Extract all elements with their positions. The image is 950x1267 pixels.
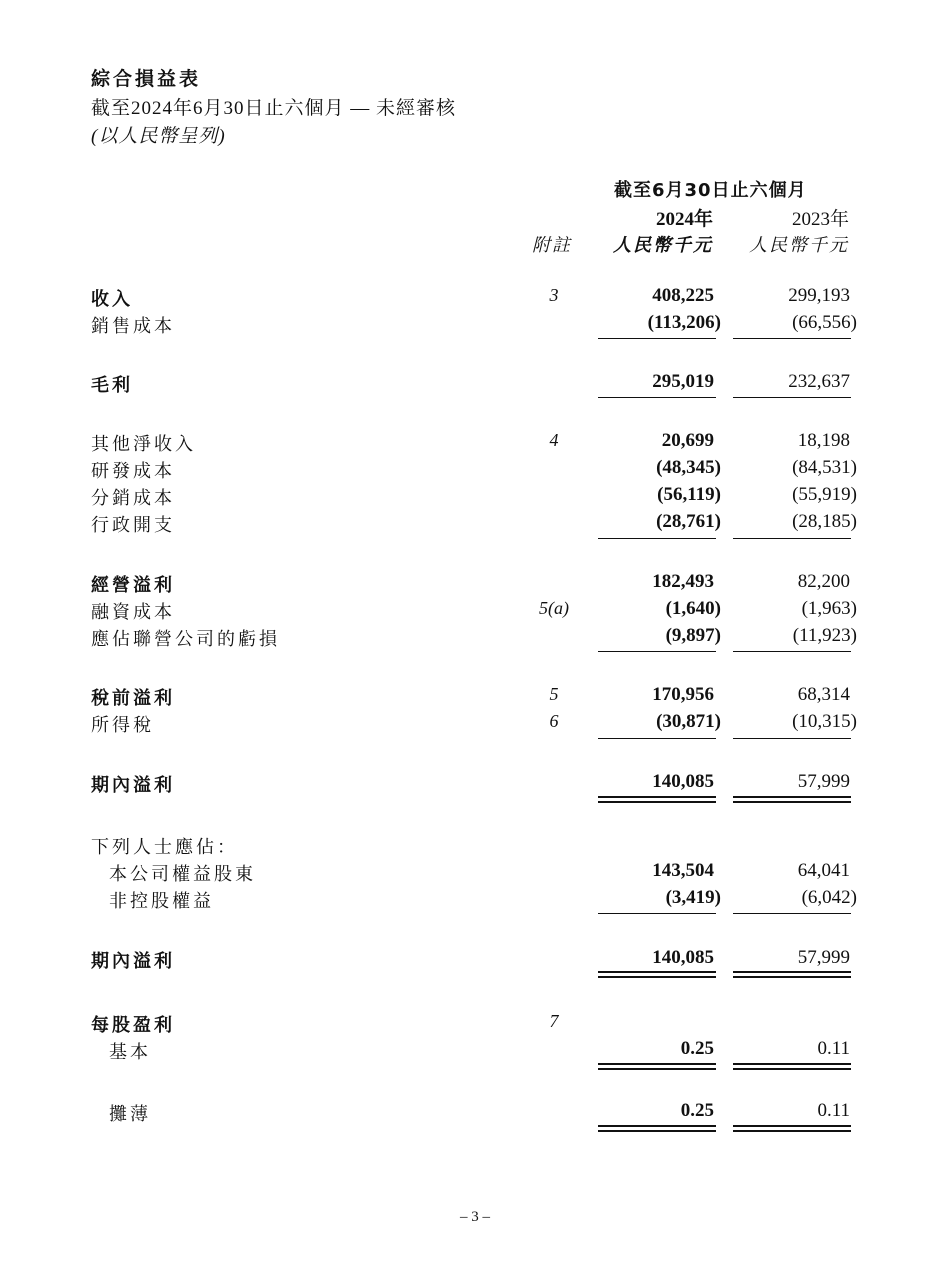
row-label: 應佔聯營公司的虧損: [91, 629, 280, 650]
row-label: 每股盈利: [91, 1015, 175, 1036]
column-header-year-2024: 2024年: [655, 209, 713, 230]
currency-note: (以人民幣呈列): [91, 126, 226, 147]
row-value-2023: 57,999: [797, 771, 850, 792]
row-value-2024: (9,897): [665, 625, 721, 646]
row-label: 所得稅: [91, 715, 154, 736]
column-header-note: 附註: [532, 235, 572, 255]
table-row: [0, 833, 950, 860]
row-value-2024: (1,640): [665, 598, 721, 619]
row-value-2024: 140,085: [652, 771, 714, 792]
table-row: [0, 285, 950, 312]
row-value-2023: (28,185): [792, 511, 857, 532]
row-value-2023: (11,923): [792, 625, 857, 646]
row-label: 分銷成本: [91, 488, 175, 509]
row-note: 5(a): [539, 598, 569, 618]
row-value-2023: (1,963): [801, 598, 857, 619]
table-row: [0, 457, 950, 484]
subtotal-rule: [733, 397, 851, 398]
table-row: [0, 511, 950, 538]
table-row: [0, 711, 950, 738]
row-note: 5: [549, 684, 559, 704]
row-note: 6: [549, 711, 559, 731]
row-value-2024: (113,206): [647, 312, 721, 333]
row-note: 3: [549, 285, 559, 305]
total-double-rule: [733, 1063, 851, 1070]
subtotal-rule: [598, 913, 716, 914]
row-label: 期內溢利: [91, 775, 175, 796]
row-value-2024: (28,761): [656, 511, 721, 532]
row-value-2023: 0.11: [817, 1038, 850, 1059]
row-label: 研發成本: [91, 461, 175, 482]
row-label: 稅前溢利: [91, 688, 175, 709]
table-row: [0, 947, 950, 974]
table-row: [0, 1100, 950, 1127]
total-double-rule: [733, 971, 851, 978]
subtotal-rule: [598, 651, 716, 652]
row-value-2023: (10,315): [792, 711, 857, 732]
row-value-2023: (66,556): [792, 312, 857, 333]
table-row: [0, 860, 950, 887]
total-double-rule: [733, 1125, 851, 1132]
table-row: [0, 312, 950, 339]
row-value-2023: 64,041: [797, 860, 850, 881]
table-row: [0, 571, 950, 598]
table-row: [0, 684, 950, 711]
column-header-period: 截至6月30日止六個月: [614, 180, 807, 201]
row-label: 本公司權益股東: [109, 864, 256, 885]
total-double-rule: [598, 796, 716, 803]
row-label: 其他淨收入: [91, 434, 196, 455]
table-row: [0, 484, 950, 511]
row-label: 基本: [109, 1042, 151, 1063]
table-row: [0, 625, 950, 652]
row-label: 經營溢利: [91, 575, 175, 596]
subtotal-rule: [598, 538, 716, 539]
row-label: 攤薄: [109, 1104, 151, 1125]
row-value-2024: (56,119): [657, 484, 721, 505]
column-header-unit-2023: 人民幣千元: [749, 235, 849, 255]
statement-title: 綜合損益表: [91, 68, 202, 90]
table-row: [0, 887, 950, 914]
row-note: 7: [549, 1011, 559, 1031]
subtotal-rule: [733, 738, 851, 739]
subtotal-rule: [598, 338, 716, 339]
table-row: [0, 598, 950, 625]
row-value-2024: 0.25: [680, 1100, 714, 1121]
row-value-2023: 68,314: [797, 684, 850, 705]
row-value-2023: (84,531): [792, 457, 857, 478]
total-double-rule: [733, 796, 851, 803]
statement-subtitle: 截至2024年6月30日止六個月 — 未經審核: [91, 98, 457, 119]
table-row: [0, 430, 950, 457]
row-value-2023: 57,999: [797, 947, 850, 968]
row-value-2024: 295,019: [652, 371, 714, 392]
row-value-2023: 0.11: [817, 1100, 850, 1121]
total-double-rule: [598, 1063, 716, 1070]
row-value-2023: 299,193: [788, 285, 850, 306]
table-row: [0, 1011, 950, 1038]
row-label: 毛利: [91, 375, 133, 396]
row-value-2024: 20,699: [661, 430, 714, 451]
row-label: 銷售成本: [91, 316, 175, 337]
row-value-2024: 140,085: [652, 947, 714, 968]
row-note: 4: [549, 430, 559, 450]
row-value-2023: 18,198: [797, 430, 850, 451]
row-value-2024: (48,345): [656, 457, 721, 478]
subtotal-rule: [598, 397, 716, 398]
row-label: 收入: [91, 289, 133, 310]
total-double-rule: [598, 1125, 716, 1132]
row-value-2024: 143,504: [652, 860, 714, 881]
section-heading: 下列人士應佔：: [91, 837, 238, 858]
row-label: 非控股權益: [109, 891, 214, 912]
row-value-2023: 232,637: [788, 371, 850, 392]
table-row: [0, 1038, 950, 1065]
column-header-year-2023: 2023年: [791, 209, 849, 230]
row-value-2024: 182,493: [652, 571, 714, 592]
subtotal-rule: [733, 338, 851, 339]
row-value-2024: 0.25: [680, 1038, 714, 1059]
subtotal-rule: [733, 913, 851, 914]
row-value-2024: 408,225: [652, 285, 714, 306]
table-row: [0, 771, 950, 798]
row-value-2023: (6,042): [801, 887, 857, 908]
subtotal-rule: [733, 651, 851, 652]
column-header-unit-2024: 人民幣千元: [613, 235, 713, 255]
row-label: 期內溢利: [91, 951, 175, 972]
row-value-2023: (55,919): [792, 484, 857, 505]
row-label: 行政開支: [91, 515, 175, 536]
row-value-2023: 82,200: [797, 571, 850, 592]
row-value-2024: 170,956: [652, 684, 714, 705]
row-value-2024: (3,419): [665, 887, 721, 908]
table-row: [0, 371, 950, 398]
subtotal-rule: [733, 538, 851, 539]
page-number: – 3 –: [460, 1209, 490, 1225]
row-value-2024: (30,871): [656, 711, 721, 732]
row-label: 融資成本: [91, 602, 175, 623]
subtotal-rule: [598, 738, 716, 739]
total-double-rule: [598, 971, 716, 978]
